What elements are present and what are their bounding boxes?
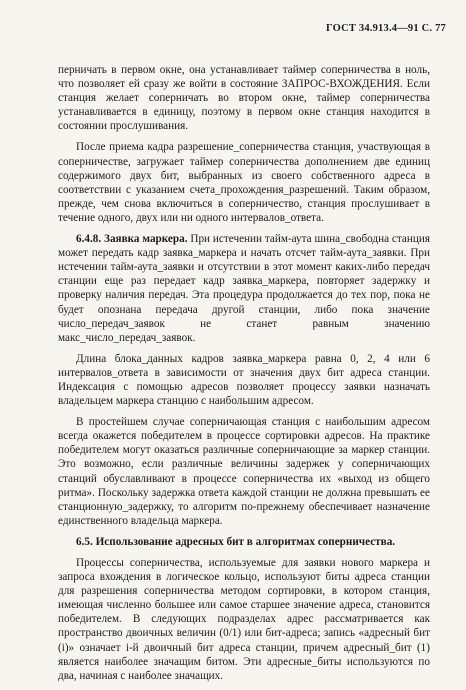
paragraph: Длина блока_данных кадров заявка_маркера равна 0, 2, 4 или 6 интервалов_ответа в зависимости от значения двух бит адреса станции. Индексация с помощью адресов позволяет процессу заявки назначать владельцем маркера станцию с наибольшим адресом. [58, 352, 430, 408]
paragraph: В простейшем случае соперничающая станция с наибольшим адресом всегда окажется победителем в процессе сортировки адресов. На практике победителем могут оказаться различные соперничающие за маркер станции. Это возможно, если различные величины задержек у соперничающих станций обуславливают в процессе соперничества их «выход из общего ритма». Поскольку задержка ответа каждой станции не должна превышать ее станционную_задержку, то алгоритм по-прежнему обеспечивает назначение единственного владельца маркера. [58, 416, 430, 527]
paragraph-text: При истечении тайм-аута шина_свободна станция может передать кадр заявка_маркера и начать отсчет тайм-аута_заявки. При истечении тайм-аута_заявки и отсутствии в этот момент каких-либо передач станции еще раз передает кадр заявка_маркера, повторяет задержку и проверку наличия передач. Эта процедура продолжается до тех пор, пока не будет опознана передача другой станции, либо пока значение число_передач_заявок не станет равным значению макс_число_передач_заявок. [58, 233, 430, 344]
paragraph: После приема кадра разрешение_соперничества станция, участвующая в соперничестве, загружает таймер соперничества дополнением две единиц содержимого двух бит, выбранных из своего собственного адреса в соответствии с указанием счета_прохождения_разрешений. Таким образом, прежде, чем снова включиться в соперничество, станция прослушивает в течение одного, двух или ни одного интервалов_ответа. [58, 141, 430, 224]
paragraph: Процессы соперничества, используемые для заявки нового маркера и запроса вхождения в логическое кольцо, используют биты адреса станции для разрешения соперничества методом сортировки, в котором станция, имеющая численно большее или самое старшее значение адреса, становится победителем. В следующих подразделах адрес рассматривается как пространство двоичных величин (0/1) или бит-адреса; запись «адресный бит (i)» означает i-й двоичный бит адреса станции, причем адресный_бит (1) является наиболее значащим битом. Эти адресные_биты используются по два, начиная с наиболее значащих. [58, 557, 430, 682]
page-header: ГОСТ 34.913.4—91 С. 77 [325, 23, 446, 34]
paragraph-continuation: перничать в первом окне, она устанавливает таймер соперничества в ноль, что позволяет ей сразу же войти в состояние ЗАПРОС-ВХОЖДЕНИЯ. Если станция желает соперничать во втором окне, таймер соперничества устанавливается в единицу, поэтому в первом окне станция находится в состоянии прослушивания. [58, 64, 430, 133]
section-6-4-8 [58, 232, 430, 345]
document-body [58, 63, 430, 690]
section-heading-6-5: 6.5. Использование адресных бит в алгоритмах соперничества. [76, 535, 396, 548]
section-heading: 6.4.8. Заявка маркера. [76, 233, 188, 246]
